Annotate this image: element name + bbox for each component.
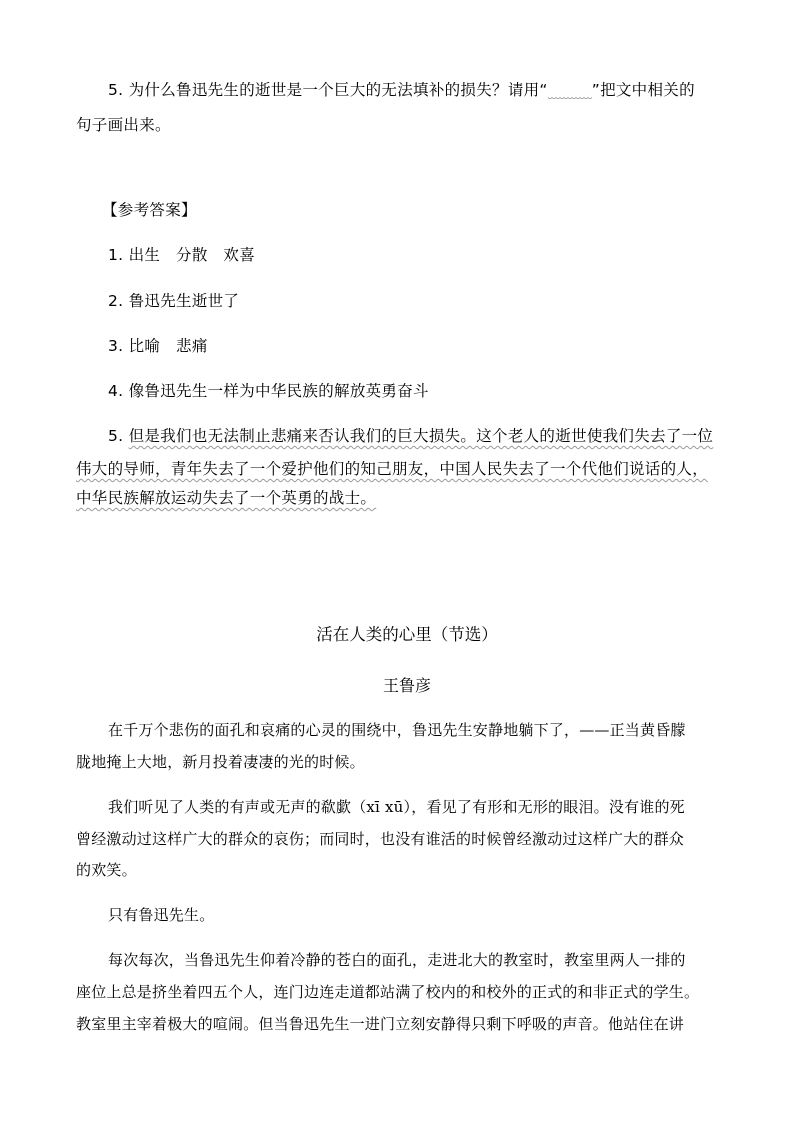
question-5-text: 5. 为什么鲁迅先生的逝世是一个巨大的无法填补的损失？请用“ xyxy=(108,81,548,99)
paragraph-1-line-1: 在千万个悲伤的面孔和哀痛的心灵的围绕中，鲁迅先生安静地躺下了，——正当黄昏朦 xyxy=(108,721,686,739)
answer-5-text: 但是我们也无法制止悲痛来否认我们的巨大损失。这个老人的逝世使我们失去了一位 xyxy=(128,427,714,445)
question-5-line-2: 句子画出来。 xyxy=(76,116,171,134)
answer-2: 2. 鲁迅先生逝世了 xyxy=(108,292,240,310)
answer-5-line-3 xyxy=(76,487,376,509)
answer-4: 4. 像鲁迅先生一样为中华民族的解放英勇奋斗 xyxy=(108,382,429,400)
answers-heading: 【参考答案】 xyxy=(102,201,197,219)
answer-5-number: 5. xyxy=(108,427,129,445)
question-5-line-1 xyxy=(108,79,695,101)
paragraph-1-line-2: 胧地掩上大地，新月投着凄凄的光的时候。 xyxy=(76,753,365,771)
paragraph-2-line-3: 的欢笑。 xyxy=(76,861,137,879)
wavy-line-sample xyxy=(548,85,592,97)
paragraph-4-line-2: 座位上总是挤坐着四五个人，连门边连走道都站满了校内的和校外的正式的和非正式的学生。 xyxy=(76,983,700,1001)
paragraph-4-line-1: 每次每次，当鲁迅先生仰着冷静的苍白的面孔，走进北大的教室时，教室里两人一排的 xyxy=(108,951,686,969)
answer-3: 3. 比喻 悲痛 xyxy=(108,337,208,355)
answer-5-line-1 xyxy=(108,425,713,447)
answer-1: 1. 出生 分散 欢喜 xyxy=(108,246,256,264)
paragraph-3: 只有鲁迅先生。 xyxy=(108,906,215,924)
answer-5-line-2 xyxy=(76,458,708,480)
paragraph-4-line-3: 教室里主宰着极大的喧闹。但当鲁迅先生一进门立刻安静得只剩下呼吸的声音。他站住在讲 xyxy=(76,1015,685,1033)
question-5-text-tail: ”把文中相关的 xyxy=(591,81,695,99)
answer-5-text: 中华民族解放运动失去了一个英勇的战士。 xyxy=(76,489,377,507)
article-author: 王鲁彦 xyxy=(382,676,431,695)
article-title: 活在人类的心里（节选） xyxy=(316,625,498,644)
answer-5-text: 伟大的导师，青年失去了一个爱护他们的知己朋友，中国人民失去了一个代他们说话的人， xyxy=(76,460,709,478)
paragraph-2-line-2: 曾经激动过这样广大的群众的哀伤；而同时，也没有谁活的时候曾经激动过这样广大的群众 xyxy=(76,830,685,848)
paragraph-2-line-1: 我们听见了人类的有声或无声的欷歔（xī xū），看见了有形和无形的眼泪。没有谁的死 xyxy=(108,798,685,816)
